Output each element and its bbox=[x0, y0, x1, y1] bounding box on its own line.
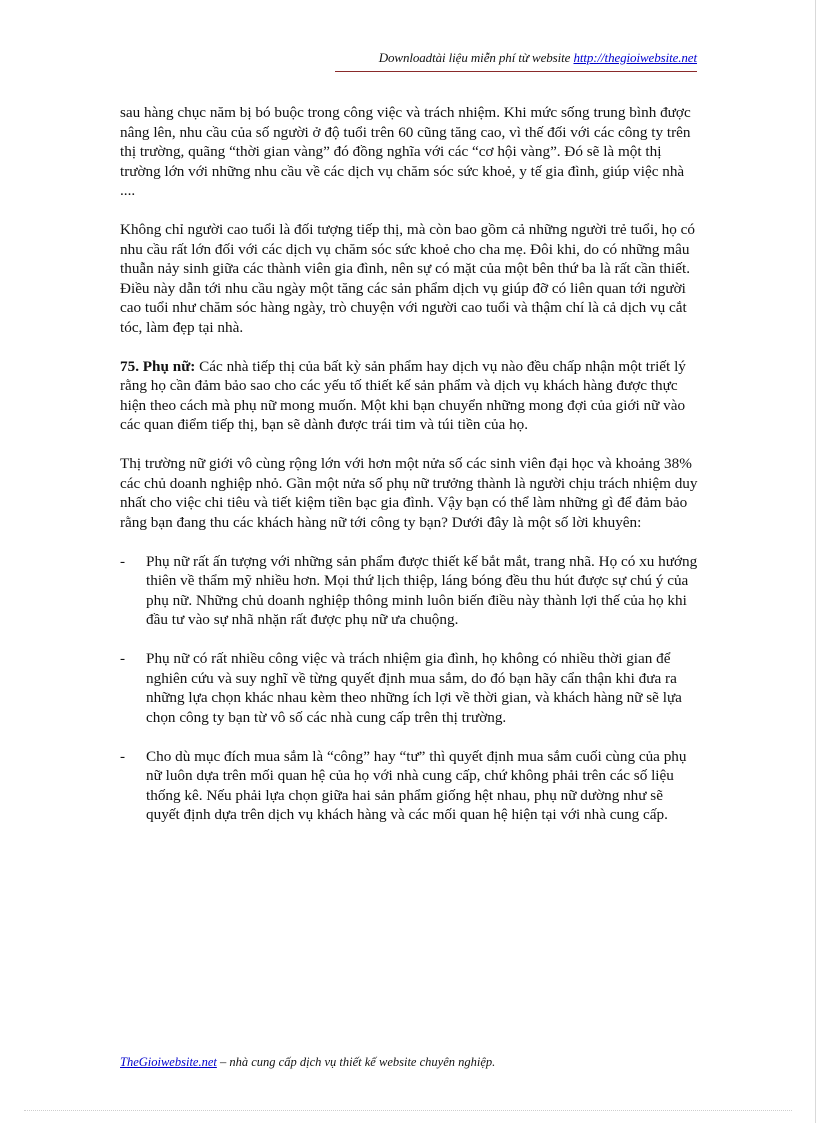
page-header bbox=[335, 50, 697, 66]
paragraph-3 bbox=[120, 357, 698, 435]
header-link[interactable]: http://thegioiwebsite.net bbox=[573, 50, 697, 65]
bullet-dash: - bbox=[120, 747, 126, 765]
list-item-text: Cho dù mục đích mua sắm là “công” hay “tư” thì quyết định mua sắm cuối cùng của phụ nữ luôn dựa trên mối quan hệ của họ với nhà cung cấp, chứ không phải trên các số liệu thống kê. Nếu phải lựa chọn giữa hai sản phẩm giống hệt nhau, phụ nữ dường như sẽ quyết định dựa trên dịch vụ khách hàng và các mối quan hệ hiện tại với nhà cung cấp. bbox=[146, 747, 687, 823]
bullet-dash: - bbox=[120, 552, 126, 570]
paragraph-3-text: Các nhà tiếp thị của bất kỳ sản phẩm hay dịch vụ nào đều chấp nhận một triết lý rằng họ cần đảm bảo sao cho các yếu tố thiết kế sản phẩm và dịch vụ khách hàng được thực hiện theo cách mà phụ nữ mong muốn. Một khi bạn chuyển những mong đợi của giới nữ vào các quan điểm tiếp thị, bạn sẽ dành được trái tim và túi tiền của họ. bbox=[120, 357, 686, 433]
page-bottom-divider bbox=[24, 1110, 792, 1111]
paragraph-2: Không chỉ người cao tuổi là đối tượng tiếp thị, mà còn bao gồm cả những người trẻ tuổi, họ có nhu cầu rất lớn đối với các dịch vụ chăm sóc sức khoẻ cho cha mẹ. Đôi khi, do có những mâu thuẫn nảy sinh giữa các thành viên gia đình, nên sự có mặt của một bên thứ ba là rất cần thiết. Điều này dẫn tới nhu cầu ngày một tăng các sản phẩm dịch vụ giúp đỡ có liên quan tới người cao tuổi như chăm sóc hàng ngày, trò chuyện với người cao tuổi và thậm chí là cả dịch vụ cắt tóc, làm đẹp tại nhà. bbox=[120, 221, 695, 336]
section-heading: 75. Phụ nữ: bbox=[120, 357, 196, 375]
tips-list bbox=[120, 552, 698, 825]
page-footer bbox=[120, 1055, 680, 1070]
header-text: Downloadtài liệu miễn phí từ website bbox=[378, 50, 574, 65]
footer-link[interactable]: TheGioiwebsite.net bbox=[120, 1055, 217, 1069]
footer-text: – nhà cung cấp dịch vụ thiết kế website chuyên nghiệp. bbox=[216, 1055, 496, 1069]
header-rule bbox=[335, 71, 697, 72]
bullet-dash: - bbox=[120, 650, 126, 667]
list-item bbox=[120, 747, 698, 825]
list-item bbox=[120, 649, 698, 727]
paragraph-4: Thị trường nữ giới vô cùng rộng lớn với hơn một nửa số các sinh viên đại học và khoảng 38% các chủ doanh nghiệp nhỏ. Gần một nửa số phụ nữ trưởng thành là người chịu trách nhiệm duy nhất cho việc chi tiêu và tiết kiệm tiền bạc gia đình. Vậy bạn có thể làm những gì để đảm bảo rằng bạn đang thu các khách hàng nữ tới công ty bạn? Dưới đây là một số lời khuyên: bbox=[120, 455, 698, 531]
document-body bbox=[120, 103, 698, 844]
list-item-text: Phụ nữ có rất nhiều công việc và trách nhiệm gia đình, họ không có nhiều thời gian để nghiên cứu và suy nghĩ về từng quyết định mua sắm, do đó bạn hãy cẩn thận khi đưa ra những lựa chọn khác nhau kèm theo những ích lợi về thời gian, và khách hàng nữ sẽ lựa chọn công ty bạn từ vô số các nhà cung cấp trên thị trường. bbox=[146, 650, 682, 726]
list-item-text: Phụ nữ rất ấn tượng với những sản phẩm được thiết kế bắt mắt, trang nhã. Họ có xu hướng thiên về thẩm mỹ nhiều hơn. Mọi thứ lịch thiệp, láng bóng đều thu hút được sự chú ý của phụ nữ. Những chủ doanh nghiệp thông minh luôn biến điều này thành lợi thế của họ khi đầu tư vào sự nhã nhặn rất được phụ nữ ưa chuộng. bbox=[146, 552, 698, 628]
list-item bbox=[120, 552, 698, 630]
paragraph-1: sau hàng chục năm bị bó buộc trong công việc và trách nhiệm. Khi mức sống trung bình được nâng lên, nhu cầu của số người ở độ tuổi trên 60 cũng tăng cao, vì thế đối với các công ty trên thị trường, quãng “thời gian vàng” đó đồng nghĩa với các “cơ hội vàng”. Đó sẽ là một thị trường lớn với những nhu cầu về các dịch vụ chăm sóc sức khoẻ, y tế gia đình, giúp việc nhà .... bbox=[120, 104, 691, 199]
